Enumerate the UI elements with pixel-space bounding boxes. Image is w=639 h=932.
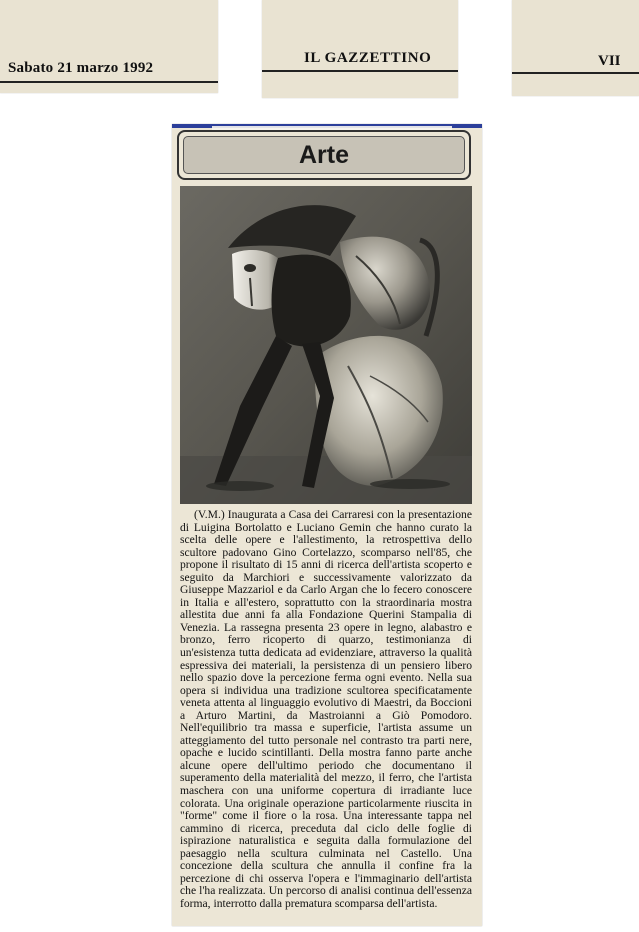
header-rule [0,81,218,83]
header-masthead-strip [262,0,458,98]
publication-date: Sabato 21 marzo 1992 [8,60,154,76]
sculpture-photo [180,186,472,504]
page-number: VII [598,53,621,69]
base-shadow [206,481,274,491]
header-date-strip [0,0,218,93]
header-rule [512,72,639,74]
sculpture-image [180,186,472,504]
newspaper-name: IL GAZZETTINO [304,50,432,66]
header-rule [262,70,458,72]
article-body: (V.M.) Inaugurata a Casa dei Carraresi con la presentazione di Luigina Bortolatto e Luciano Gemin che hanno curato la scelta delle opere e l'allestimento, la retrospettiva dello scultore padovano Gino Cortelazzo, scomparso nell'85, che propone il risultato di 15 anni di ricerca dell'artista scoperto e seguito da Marchiori e successivamente valorizzato da Giuseppe Mazzariol e da Carlo Argan che lo fecero conoscere in Italia e all'estero, soprattutto con la straordinaria mostra allestita due anni fa alla Fondazione Querini Stampalia di Venezia. La rassegna presenta 23 opere in legno, alabastro e bronzo, ferro ricoperto di quarzo, testimonianza di un'esistenza tutta dedicata ad evidenziare, attraverso la qualità espressiva dei materiali, la persistenza di un pensiero libero nello spazio dove la percezione ferma ogni evento. Nella sua opera si individua una tradizione scultorea specificatamente veneta attenta al linguaggio evolutivo di Maestri, da Boccioni a Arturo Martini, da Mastroianni a Giò Pomodoro. Nell'equilibrio tra massa e superficie, l'artista assume un atteggiamento del tutto personale nel contrasto tra parti nere, opache e lucido scintillanti. Della mostra fanno parte anche alcune opere dell'ultimo periodo che documentano il superamento della materialità del mezzo, il ferro, che l'artista maschera con una uniforme copertura di irradiante luce colorata. Una originale operazione particolarmente riuscita in "forme" come il fiore o la rosa. Una interessante tappa nel cammino di ricerca, preceduta dal ciclo delle foglie di ispirazione naturalistica e seguita dalla formulazione del paesaggio nella scultura culminata nel Castello. Una concezione della scultura che annulla il confine fra la percezione di chi osserva l'opera e l'immaginario dell'artista che l'ha realizzata. Un percorso di analisi continua dell'essenza forma, interrotto dalla prematura scomparsa dell'artista. [180,508,472,910]
section-header [177,130,471,180]
mask-eye [244,264,256,272]
sculpture-body [272,255,351,347]
header-page-strip [512,0,639,96]
section-title: Arte [298,141,349,169]
section-header-inner [183,136,465,174]
article-clipping [172,124,482,926]
base-shadow [370,479,450,489]
